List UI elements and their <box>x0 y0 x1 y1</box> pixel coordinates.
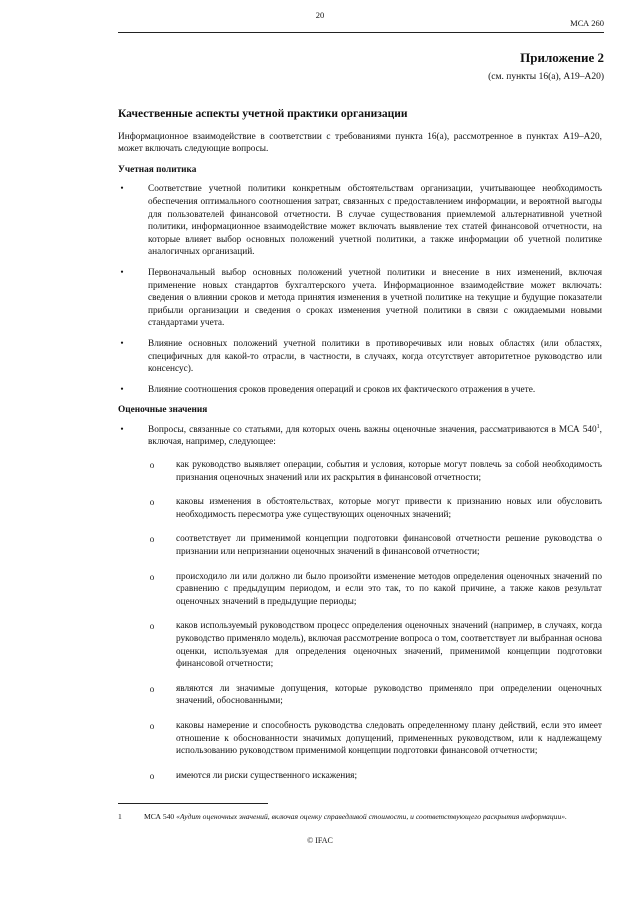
appendix-reference: (см. пункты 16(а), А19–А20) <box>488 72 604 82</box>
sub-item-text: являются ли значимые допущения, которые руководство применяло при определении оценочных значений, обоснованными; <box>176 683 602 707</box>
list-item <box>118 183 602 259</box>
footnote-body: «Аудит оценочных значений, включая оценку справедливой стоимости, и соответствующего раскрытия информации». <box>176 812 567 821</box>
list-item <box>118 267 602 330</box>
footnote <box>118 812 602 823</box>
footnote-rule <box>118 803 268 804</box>
footnote-text <box>118 812 602 823</box>
circle-bullet-icon: o <box>149 497 155 508</box>
footnote-prefix: МСА 540 <box>144 812 175 821</box>
bullet-icon: • <box>120 184 124 195</box>
bullet-icon: • <box>120 424 124 435</box>
page-number: 20 <box>315 10 325 20</box>
accounting-policy-list <box>118 183 602 396</box>
sub-list-item <box>148 571 602 609</box>
lead-text <box>148 425 602 448</box>
circle-bullet-icon: o <box>149 460 155 471</box>
circle-bullet-icon: o <box>149 770 155 781</box>
intro-paragraph: Информационное взаимодействие в соответствии с требованиями пункта 16(а), рассмотренное в пунктах А19–А20, может включать следующие вопросы. <box>118 131 602 155</box>
sub-item-text: каковы намерение и способность руководства следовать определенному плану действий, если это имеет отношение к обоснованности значимых допущений, примененных руководством, или к надлежащему использованию руководством применимой концепции подготовки финансовой отчетности; <box>176 720 602 757</box>
sub-list-item <box>148 770 602 783</box>
bullet-icon: • <box>120 338 124 349</box>
sub-item-text: как руководство выявляет операции, события и условия, которые могут повлечь за собой необходимость признания оценочных значений или их раскрытия в финансовой отчетности; <box>176 460 602 483</box>
estimates-sublist <box>148 459 602 782</box>
sub-item-text: каковы изменения в обстоятельствах, которые могут привести к признанию новых или обусловить необходимость пересмотра уже существующих оценочных значений; <box>176 497 602 520</box>
sub-list-item <box>148 620 602 670</box>
sub-item-text: происходило ли или должно ли было произойти изменение методов определения оценочных значений по сравнению с предыдущим периодом, и если это так, то по какой причине, а также каков результат оценочных значений в предыдущие периоды; <box>176 571 602 607</box>
circle-bullet-icon: o <box>149 571 155 582</box>
circle-bullet-icon: o <box>149 720 155 731</box>
document-code: МСА 260 <box>570 18 604 28</box>
circle-bullet-icon: o <box>149 621 155 632</box>
main-content <box>118 108 602 794</box>
list-item <box>118 338 602 376</box>
lead-text-before: Вопросы, связанные со статьями, для которых очень важны оценочные значения, рассматриваются в МСА 540 <box>148 424 597 435</box>
section-heading-estimates: Оценочные значения <box>118 405 208 416</box>
list-item <box>118 424 602 782</box>
copyright: © IFAC <box>307 836 333 845</box>
list-item <box>118 384 602 397</box>
sub-list-item <box>148 683 602 708</box>
appendix-title: Приложение 2 <box>520 50 604 65</box>
circle-bullet-icon: o <box>149 683 155 694</box>
lead-text-after: , включая, например, следующее: <box>148 424 602 448</box>
list-item-text: Первоначальный выбор основных положений учетной политики и внесение в них изменений, включая применение новых стандартов бухгалтерского учета. Информационное взаимодействие может включать: сведения о влиянии сроков и метода принятия изменения в учетной политике на текущие и будущие показатели прибыли организации и сведения о сроках изменения учетной политики в связи с ожидаемыми новыми стандартами учета. <box>148 267 602 329</box>
sub-item-text: каков используемый руководством процесс определения оценочных значений (например, в случаях, когда руководство применяло модель), включая рассмотрение вопроса о том, соответствует ли выбранная основа оценки, используемая для определения оценочных значений, применимой концепции подготовки финансовой отчетности; <box>176 621 602 670</box>
footnote-number: 1 <box>118 812 122 821</box>
sub-item-text: соответствует ли применимой концепции подготовки финансовой отчетности решение руководства о признании или непризнании оценочных значений в финансовой отчетности; <box>176 534 602 558</box>
sub-list-item <box>148 496 602 521</box>
list-item-text: Соответствие учетной политики конкретным обстоятельствам организации, учитывающее необходимость обеспечения оптимального соотношения затрат, связанных с предоставлением информации, и вероятной выгоды для пользователей финансовой отчетности. В случае существования приемлемой альтернативной учетной политики, информационное взаимодействие может включать выявление тех статей финансовой отчетности, на которые влияет выбор основных положений учетной политики, а также информации об учетной политике аналогичных организаций. <box>148 184 602 258</box>
sub-list-item <box>148 720 602 758</box>
sub-list-item <box>148 459 602 484</box>
bullet-icon: • <box>120 384 124 395</box>
list-item-text: Влияние основных положений учетной политики в противоречивых или новых областях (или областях, специфичных для какой-то отрасли, в частности, в случаях, когда отсутствует авторитетное руководство или консенсус). <box>148 338 602 375</box>
sub-item-text: имеются ли риски существенного искажения; <box>176 770 358 781</box>
list-item-text: Влияние соотношения сроков проведения операций и сроков их фактического отражения в учете. <box>148 384 536 395</box>
circle-bullet-icon: o <box>149 534 155 545</box>
sub-list-item <box>148 533 602 558</box>
header-rule <box>118 32 604 33</box>
section-heading-accounting-policy: Учетная политика <box>118 164 197 175</box>
estimates-list <box>118 424 602 782</box>
footnote-ref: 1 <box>596 423 600 430</box>
bullet-icon: • <box>120 267 124 278</box>
page-title: Качественные аспекты учетной практики организации <box>118 108 408 120</box>
